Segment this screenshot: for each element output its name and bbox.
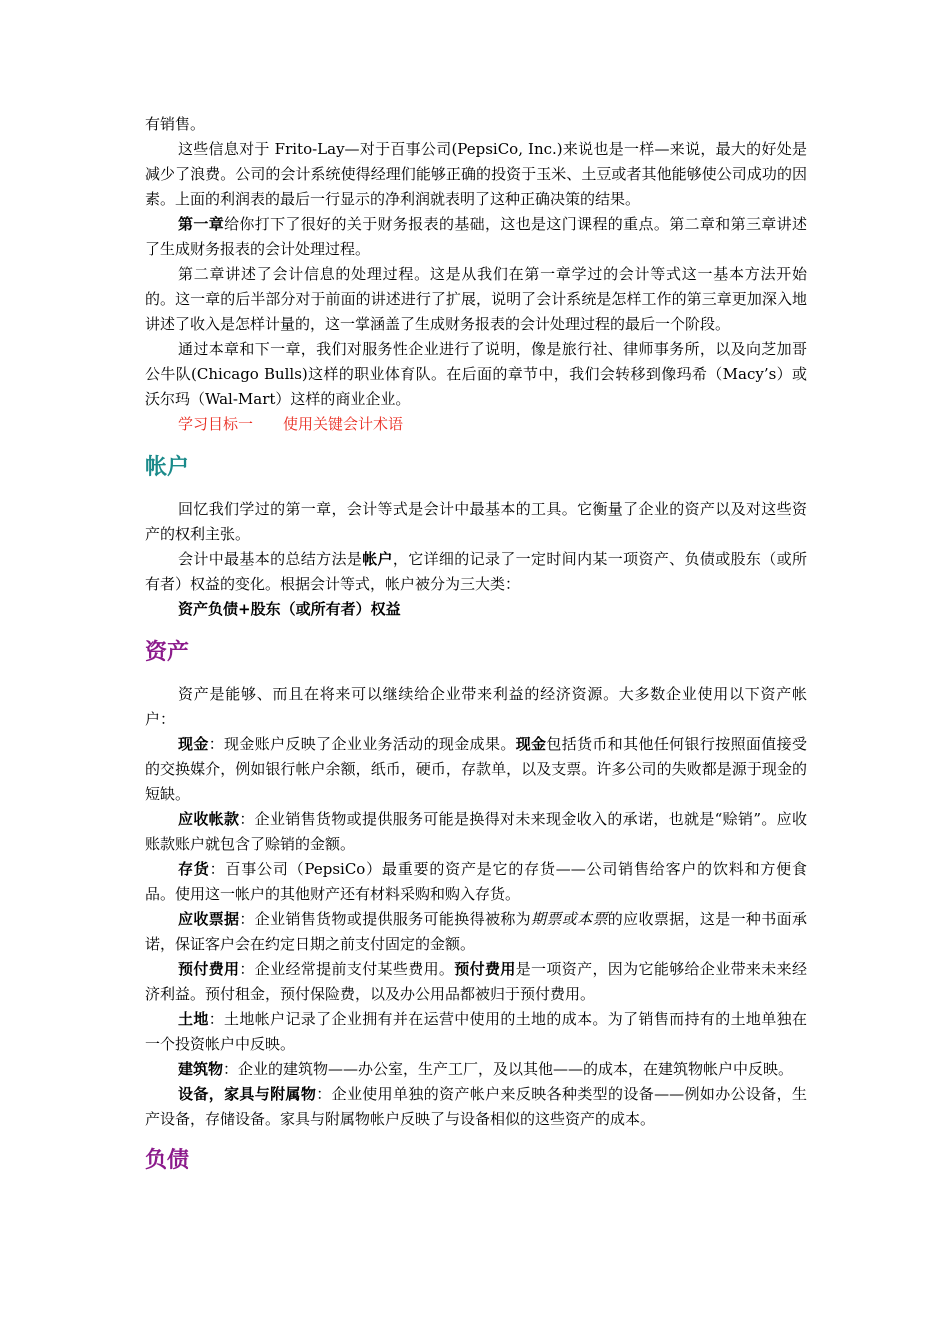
paragraph-frito-lay: 这些信息对于 Frito-Lay—对于百事公司(PepsiCo, Inc.)来说也是一样—来说，最大的好处是减少了浪费。公司的会计系统使得经理们能够正确的投资于玉米、土豆或者其他能够使公司成功的因素。上面的利润表的最后一行显示的净利润就表明了这种正确决策的结果。 [145,140,807,208]
nr-text-b: 的应收票据，这是一种书面承诺，保证客户会在约定日期之前支付固定的金额。 [145,910,807,953]
heading-assets: 资产 [145,640,190,665]
land-text: ：土地帐户记录了企业拥有并在运营中使用的土地的成本。为了销售而持有的土地单独在一个投资帐户中反映。 [145,1010,807,1053]
chapter-one-term: 第一章 [178,215,225,233]
paragraph-land [145,1007,807,1057]
paragraph-prepaid-expenses [145,957,807,1007]
paragraph-chapter-one [145,212,807,262]
objective-text: 使用关键会计术语 [283,415,404,433]
pe-text-b: 是一项资产，因为它能够给企业带来未来经济利益。预付租金，预付保险费，以及办公用品都被归于预付费用。 [145,960,807,1003]
paragraph-accounting-equation: 回忆我们学过的第一章，会计等式是会计中最基本的工具。它衡量了企业的资产以及对这些资产的权利主张。 [145,500,807,543]
buildings-term: 建筑物 [178,1060,224,1078]
account-def-a: 会计中最基本的总结方法是 [178,550,363,568]
equipment-term: 设备，家具与附属物 [178,1085,317,1103]
paragraph-service-business: 通过本章和下一章，我们对服务性企业进行了说明，像是旅行社、律师事务所，以及向芝加哥公牛队(Chicago Bulls)这样的职业体育队。在后面的章节中，我们会转移到像玛希（Macy’s）或沃尔玛（Wal-Mart）这样的商业企业。 [145,340,807,408]
ar-text: ：企业销售货物或提供服务可能是换得对未来现金收入的承诺，也就是“赊销”。应收账款账户就包含了赊销的金额。 [145,810,807,853]
pe-term: 预付费用 [178,960,240,978]
paragraph-continuation: 有销售。 [145,115,206,133]
paragraph-equipment [145,1082,807,1132]
cash-text-b: 包括货币和其他任何银行按照面值接受的交换媒介，例如银行帐户余额，纸币，硬币，存款单，以及支票。许多公司的失败都是源于现金的短缺。 [145,735,807,803]
buildings-text: ：企业的建筑物——办公室，生产工厂，及以其他——的成本，在建筑物帐户中反映。 [223,1060,794,1078]
inventory-text: ：百事公司（PepsiCo）最重要的资产是它的存货——公司销售给客户的饮料和方便食品。使用这一帐户的其他财产还有材料采购和购入存货。 [145,860,807,903]
cash-text-a: ：现金账户反映了企业业务活动的现金成果。 [208,735,516,753]
pe-text-a: ：企业经常提前支付某些费用。 [239,960,455,978]
document-page [145,112,807,1176]
heading-liabilities: 负债 [145,1148,190,1173]
account-def-b: ，它详细的记录了一定时间内某一项资产、负债或股东（或所有者）权益的变化。根据会计等式，帐户被分为三大类： [145,550,807,593]
cash-term: 现金 [178,735,209,753]
land-term: 土地 [178,1010,209,1028]
heading-accounts: 帐户 [145,455,190,480]
learning-objective [145,412,807,437]
chapter-one-text: 给你打下了很好的关于财务报表的基础，这也是这门课程的重点。第二章和第三章讲述了生成财务报表的会计处理过程。 [145,215,807,258]
paragraph-cash [145,732,807,807]
inventory-term: 存货 [178,860,210,878]
paragraph-accounts-receivable [145,807,807,857]
paragraph-account-definition [145,547,807,597]
cash-term-2: 现金 [515,735,547,753]
paragraph-buildings [145,1057,807,1082]
paragraph-chapter-two: 第二章讲述了会计信息的处理过程。这是从我们在第一章学过的会计等式这一基本方法开始的。这一章的后半部分对于前面的讲述进行了扩展，说明了会计系统是怎样工作的第三章更加深入地讲述了收入是怎样计量的，这一掌涵盖了生成财务报表的会计处理过程的最后一个阶段。 [145,265,807,333]
pe-term-2: 预付费用 [454,960,516,978]
paragraph-assets-intro: 资产是能够、而且在将来可以继续给企业带来利益的经济资源。大多数企业使用以下资产帐户： [145,685,807,728]
equation-line: 资产负债+股东（或所有者）权益 [178,600,401,618]
objective-label: 学习目标一 [178,415,254,433]
nr-text-a: ：企业销售货物或提供服务可能换得被称为 [239,910,532,928]
paragraph-inventory [145,857,807,907]
paragraph-notes-receivable [145,907,807,957]
ar-term: 应收帐款 [178,810,240,828]
equipment-text: ：企业使用单独的资产帐户来反映各种类型的设备——例如办公设备，生产设备，存储设备。家具与附属物帐户反映了与设备相似的这些资产的成本。 [145,1085,807,1128]
nr-term: 应收票据 [178,910,240,928]
account-term: 帐户 [362,550,393,568]
nr-italic: 期票或本票 [531,910,608,928]
